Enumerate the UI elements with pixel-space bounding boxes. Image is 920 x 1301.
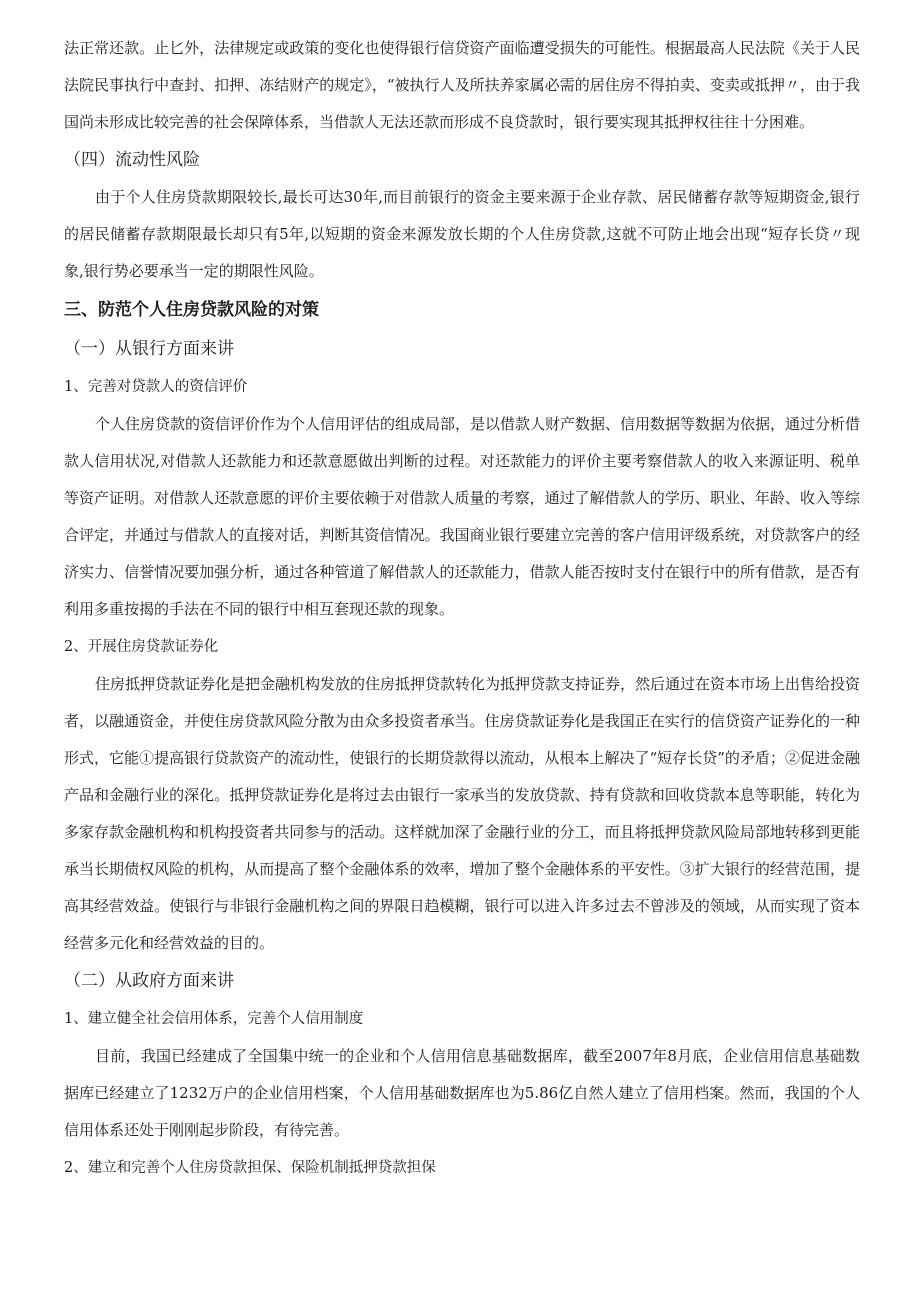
heading-liquidity-risk: （四）流动性风险 [64,150,200,170]
subheading-securitization: 2、开展住房贷款证券化 [64,639,219,655]
paragraph-legal-risk-continuation: 法正常还款。止匕外，法律规定或政策的变化也使得银行信贷资产面临遭受损失的可能性。根据最高人民法院《关于人民法院民事执行中查封、扣押、冻结财产的规定》，“被执行人及所扶养家属必需的居住房不得拍卖、变卖或抵押〃，由于我国尚未形成比较完善的社会保障体系，当借款人无法还款而形成不良贷款时，银行要实现其抵押权往往十分困难。 [64,39,860,131]
paragraph-credit-evaluation: 个人住房贷款的资信评价作为个人信用评估的组成局部，是以借款人财产数据、信用数据等数据为依据，通过分析借款人信用状况,对借款人还款能力和还款意愿做出判断的过程。对还款能力的评价主要考察借款人的收入来源证明、税单等资产证明。对借款人还款意愿的评价主要依赖于对借款人质量的考察，通过了解借款人的学历、职业、年龄、收入等综合评定，并通过与借款人的直接对话，判断其资信情况。我国商业银行要建立完善的客户信用评级系统，对贷款客户的经济实力、信誉情况要加强分析，通过各种管道了解借款人的还款能力，借款人能否按时支付在银行中的所有借款，是否有利用多重按揭的手法在不同的银行中相互套现还款的现象。 [64,415,861,618]
subheading-credit-evaluation: 1、完善对贷款人的资信评价 [64,379,248,395]
document-page [64,30,860,1187]
heading-section-3: 三、防范个人住房贷款风险的对策 [64,300,319,320]
paragraph-liquidity-risk: 由于个人住房贷款期限较长,最长可达30年,而目前银行的资金主要来源于企业存款、居民储蓄存款等短期资金,银行的居民储蓄存款期限最长却只有5年,以短期的资金来源发放长期的个人住房贷款,这就不可防止地会出现“短存长贷〃现象,银行势必要承当一定的期限性风险。 [64,188,860,280]
heading-government-side: （二）从政府方面来讲 [64,971,234,991]
paragraph-credit-system: 目前，我国已经建成了全国集中统一的企业和个人信用信息基础数据库，截至2007年8月底，企业信用信息基础数据库已经建立了1232万户的企业信用档案，个人信用基础数据库也为5.86亿自然人建立了信用档案。然而，我国的个人信用体系还处于刚刚起步阶段，有待完善。 [64,1047,860,1139]
heading-bank-side: （一）从银行方面来讲 [64,339,234,359]
subheading-credit-system: 1、建立健全社会信用体系，完善个人信用制度 [64,1011,364,1027]
subheading-guarantee-insurance: 2、建立和完善个人住房贷款担保、保险机制抵押贷款担保 [64,1160,436,1176]
paragraph-securitization: 住房抵押贷款证券化是把金融机构发放的住房抵押贷款转化为抵押贷款支持证券，然后通过在资本市场上出售给投资者，以融通资金，并使住房贷款风险分散为由众多投资者承当。住房贷款证券化是我国正在实行的信贷资产证券化的一种形式，它能①提高银行贷款资产的流动性，使银行的长期贷款得以流动，从根本上解决了“短存长贷”的矛盾；②促进金融产品和金融行业的深化。抵押贷款证券化是将过去由银行一家承当的发放贷款、持有贷款和回收贷款本息等职能，转化为多家存款金融机构和机构投资者共同参与的活动。这样就加深了金融行业的分工，而且将抵押贷款风险局部地转移到更能承当长期债权风险的机构，从而提高了整个金融体系的效率，增加了整个金融体系的平安性。③扩大银行的经营范围，提高其经营效益。使银行与非银行金融机构之间的界限日趋模糊，银行可以进入许多过去不曾涉及的领域，从而实现了资本经营多元化和经营效益的目的。 [64,675,861,952]
